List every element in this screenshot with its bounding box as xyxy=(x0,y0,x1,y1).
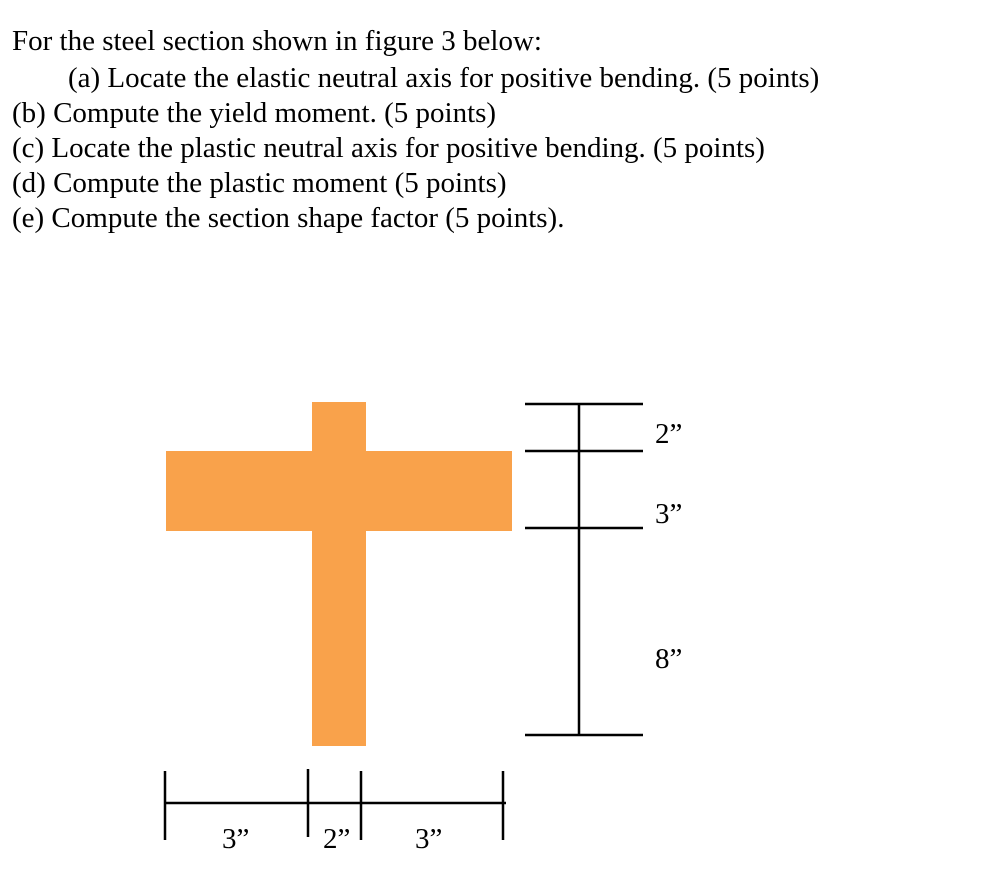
dim-label-flange: 3” xyxy=(655,498,683,530)
part-c: (c) Locate the plastic neutral axis for positive bending. (5 points) xyxy=(12,132,765,164)
dim-label-right: 3” xyxy=(415,823,443,855)
dim-label-web: 8” xyxy=(655,643,683,675)
dim-label-left: 3” xyxy=(222,823,250,855)
t-section-shape xyxy=(166,402,512,746)
vertical-dimension xyxy=(525,404,643,735)
part-e: (e) Compute the section shape factor (5 points). xyxy=(12,202,565,234)
part-a: (a) Locate the elastic neutral axis for positive bending. (5 points) xyxy=(68,62,820,94)
flange xyxy=(166,451,512,531)
dim-label-center: 2” xyxy=(323,823,351,855)
dim-label-top-flange: 2” xyxy=(655,418,683,450)
question-intro: For the steel section shown in figure 3 below: xyxy=(12,25,542,57)
part-b: (b) Compute the yield moment. (5 points) xyxy=(12,97,497,129)
part-d: (d) Compute the plastic moment (5 points) xyxy=(12,167,507,199)
